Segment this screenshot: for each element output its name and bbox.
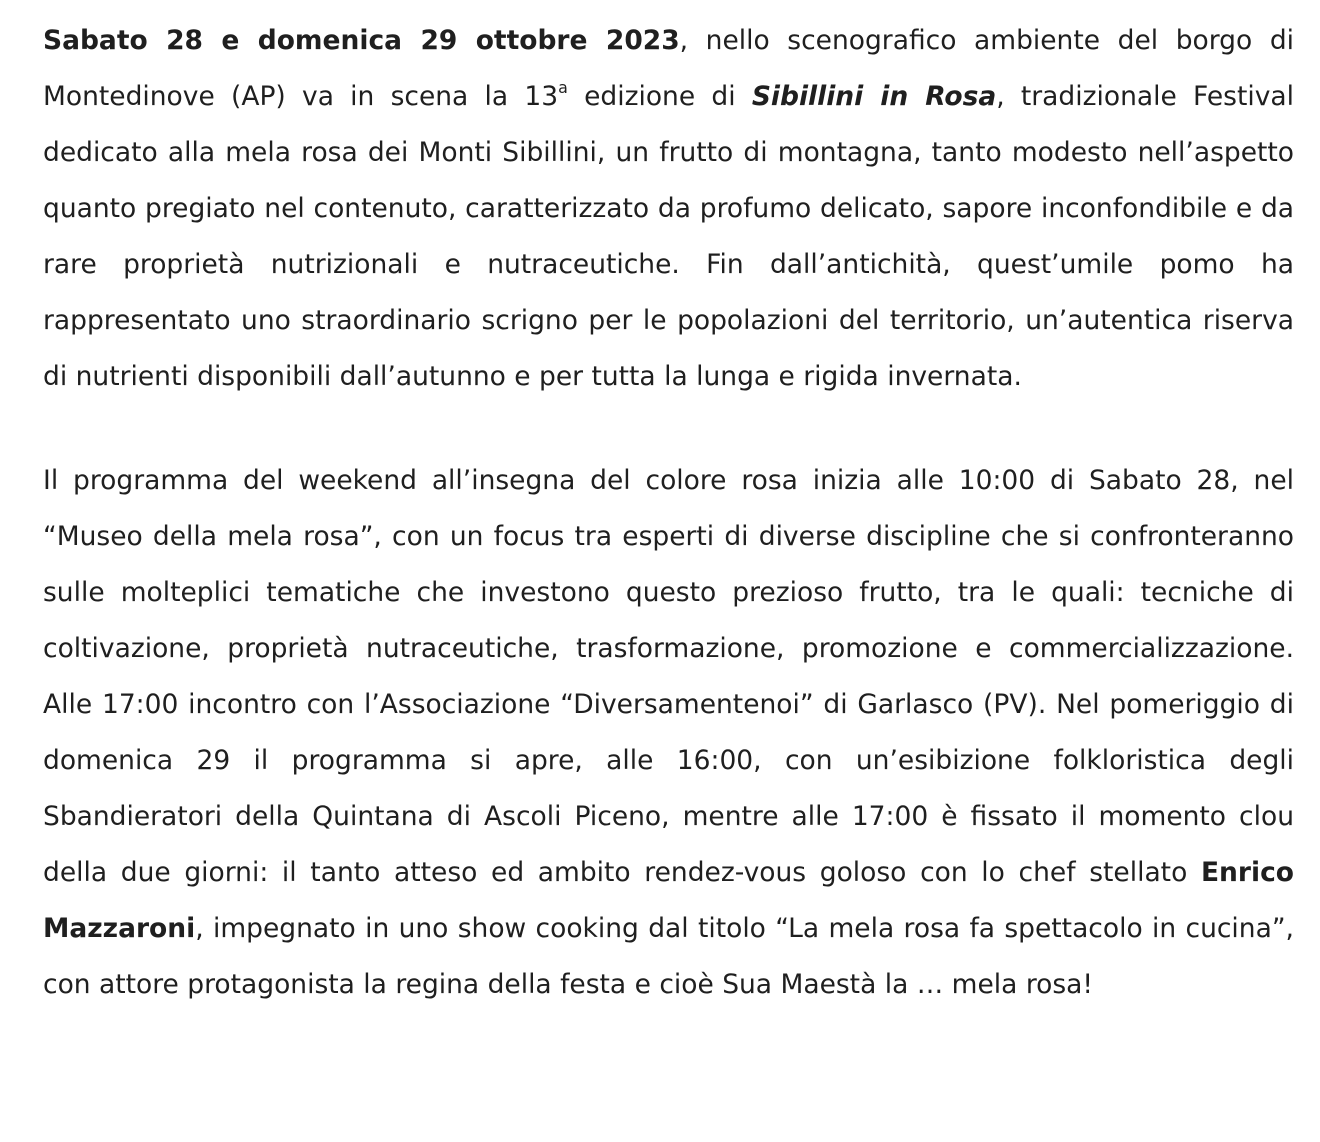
- intro-text: , nello scenografico ambiente del borgo di Montedinove (AP) va in scena la 13: [43, 25, 1295, 112]
- intro-text: , tradizionale Festival dedicato alla mela rosa dei Monti Sibillini, un frutto di montagna, tanto modesto nell’aspetto quanto pregiato nel contenuto, caratterizzato da profumo delicato, sapore inconfondibile e da rare proprietà nutrizionali e nutraceutiche. Fin dall’antichità, quest’umile pomo ha rappresentato uno straordinario scrigno per le popolazioni del territorio, un’autentica riserva di nutrienti disponibili dall’autunno e per tutta la lunga e rigida invernata.: [43, 81, 1294, 392]
- chef-name: Enrico Mazzaroni: [43, 857, 1294, 944]
- program-paragraph: [43, 453, 1294, 1013]
- festival-name: Sibillini in Rosa: [751, 81, 997, 112]
- intro-paragraph: [43, 13, 1294, 405]
- program-text: Il programma del weekend all’insegna del colore rosa inizia alle 10:00 di Sabato 28, nel “Museo della mela rosa”, con un focus tra esperti di diverse discipline che si confronteranno sulle molteplici tematiche che investono questo prezioso frutto, tra le quali: tecniche di coltivazione, proprietà nutraceutiche, trasformazione, promozione e commercializzazione. Alle 17:00 incontro con l’Associazione “Diversamentenoi” di Garlasco (PV). Nel pomeriggio di domenica 29 il programma si apre, alle 16:00, con un’esibizione folkloristica degli Sbandieratori della Quintana di Ascoli Piceno, mentre alle 17:00 è fissato il momento clou della due giorni: il tanto atteso ed ambito rendez-vous goloso con lo chef stellato: [43, 465, 1294, 888]
- program-text: , impegnato in uno show cooking dal titolo “La mela rosa fa spettacolo in cucina”, con attore protagonista la regina della festa e cioè Sua Maestà la … mela rosa!: [43, 913, 1294, 1000]
- intro-text: edizione di: [567, 81, 752, 112]
- edition-ordinal: a: [558, 78, 568, 98]
- event-dates: Sabato 28 e domenica 29 ottobre 2023: [43, 25, 680, 56]
